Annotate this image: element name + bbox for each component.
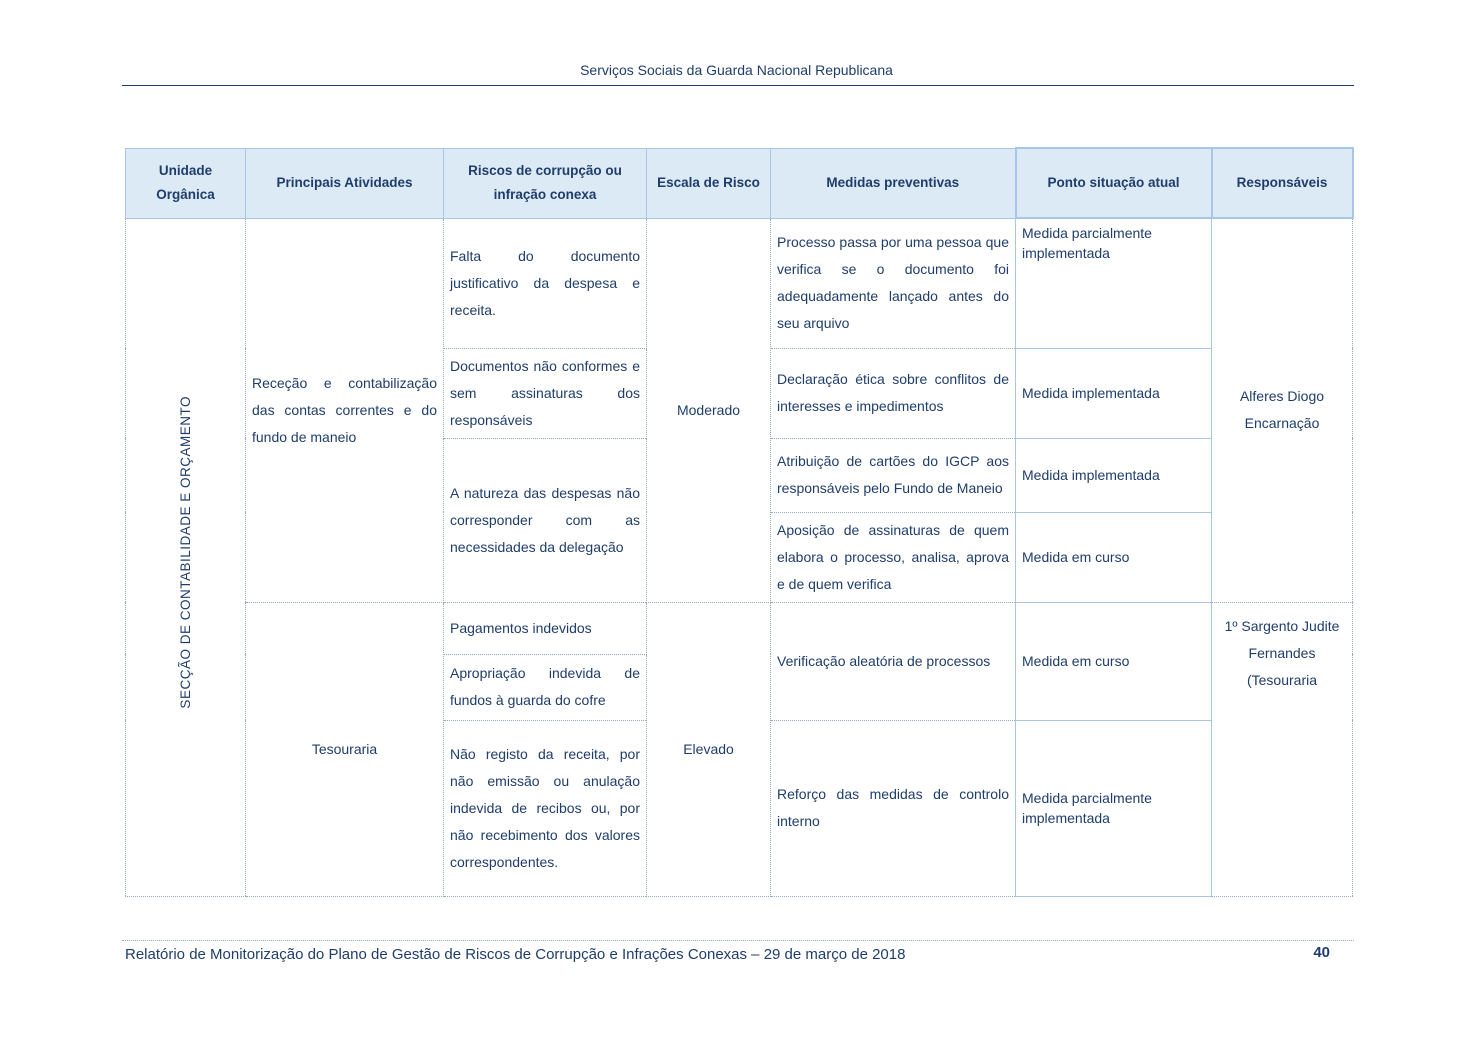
col-header-risks: Riscos de corrupção ou infração conexa (444, 148, 647, 218)
status-cell: Medida parcialmente implementada (1016, 218, 1212, 348)
col-header-measures: Medidas preventivas (771, 148, 1016, 218)
responsible-cell: 1º Sargento Judite Fernandes (Tesouraria (1212, 602, 1353, 896)
table-row (126, 218, 1353, 348)
page-number: 40 (1313, 944, 1330, 961)
col-header-unit: Unidade Orgânica (126, 148, 246, 218)
responsible-cell: Alferes Diogo Encarnação (1212, 218, 1353, 602)
status-cell: Medida implementada (1016, 348, 1212, 438)
col-header-responsibles: Responsáveis (1212, 148, 1353, 218)
table-row (126, 602, 1353, 654)
activity-cell: Tesouraria (246, 602, 444, 896)
risk-cell: Pagamentos indevidos (444, 602, 647, 654)
measure-cell: Declaração ética sobre conflitos de interesses e impedimentos (771, 348, 1016, 438)
activity-cell: Receção e contabilização das contas correntes e do fundo de maneio (246, 218, 444, 602)
risk-cell: Documentos não conformes e sem assinaturas dos responsáveis (444, 348, 647, 438)
page-header: Serviços Sociais da Guarda Nacional Republicana (580, 62, 893, 78)
risk-cell: Apropriação indevida de fundos à guarda do cofre (444, 654, 647, 720)
risk-scale-cell: Moderado (647, 218, 771, 602)
risk-scale-cell: Elevado (647, 602, 771, 896)
measure-cell: Verificação aleatória de processos (771, 602, 1016, 720)
measure-cell: Reforço das medidas de controlo interno (771, 720, 1016, 896)
risk-table (125, 147, 1354, 897)
unit-label: SECÇÃO DE CONTABILIDADE E ORÇAMENTO (178, 396, 193, 709)
risk-cell: Falta do documento justificativo da despesa e receita. (444, 218, 647, 348)
status-cell: Medida em curso (1016, 512, 1212, 602)
measure-cell: Atribuição de cartões do IGCP aos responsáveis pelo Fundo de Maneio (771, 438, 1016, 512)
col-header-status: Ponto situação atual (1016, 148, 1212, 218)
col-header-activities: Principais Atividades (246, 148, 444, 218)
unit-cell (126, 218, 246, 896)
status-cell: Medida implementada (1016, 438, 1212, 512)
table-header-row (126, 148, 1353, 218)
footer-text: Relatório de Monitorização do Plano de Gestão de Riscos de Corrupção e Infrações Conexas – 29 de março de 2018 (125, 946, 906, 963)
status-cell: Medida em curso (1016, 602, 1212, 720)
status-cell: Medida parcialmente implementada (1016, 720, 1212, 896)
risk-cell: A natureza das despesas não corresponder com as necessidades da delegação (444, 438, 647, 602)
risk-cell: Não registo da receita, por não emissão ou anulação indevida de recibos ou, por não recebimento dos valores correspondentes. (444, 720, 647, 896)
footer-rule (122, 940, 1354, 941)
header-rule (122, 85, 1354, 86)
measure-cell: Aposição de assinaturas de quem elabora o processo, analisa, aprova e de quem verifica (771, 512, 1016, 602)
measure-cell: Processo passa por uma pessoa que verifica se o documento foi adequadamente lançado antes do seu arquivo (771, 218, 1016, 348)
col-header-risk-scale: Escala de Risco (647, 148, 771, 218)
